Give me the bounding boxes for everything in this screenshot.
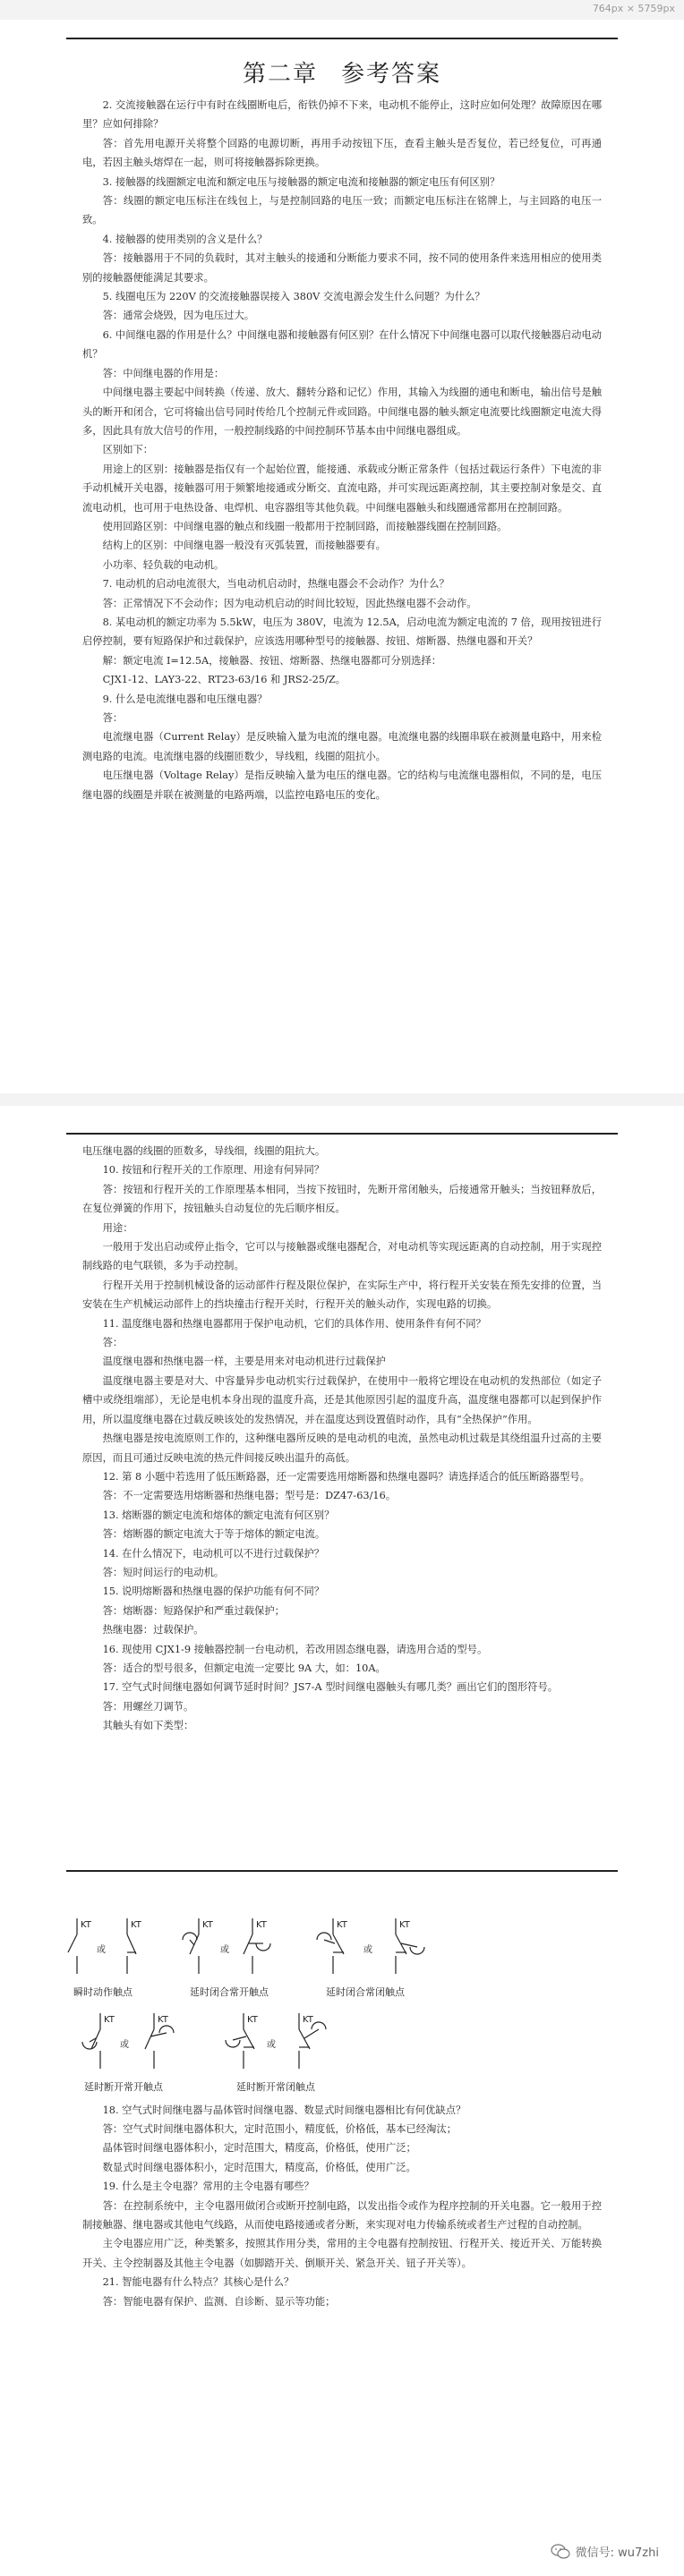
label-instant-contacts: 瞬时动作触点 [73,1985,133,1998]
text-line: 答：空气式时间继电器体积大，定时范围小，精度低，价格低，基本已经淘汰； [102,2123,457,2135]
text-line: 17. 空气式时间继电器如何调节延时时间？JS7-A 型时间继电器触头有哪几类？画出它们的图形符号。 [102,1681,559,1694]
text-line: 答：智能电器有保护、监测、自诊断、显示等功能； [102,2295,336,2308]
chapter-title [82,55,602,89]
kt-label: KT [399,1919,410,1930]
text-line: 答：用螺丝刀调节。 [102,1700,194,1713]
kt-label: KT [202,1919,213,1930]
text-line: 14. 在什么情况下，电动机可以不进行过载保护？ [102,1547,325,1560]
text-line: 热继电器：过载保护。 [102,1624,204,1637]
or-label: 或 [363,1944,372,1955]
kt-label: KT [158,2014,168,2025]
document-page-2 [0,1106,684,2576]
text-line: 一般用于发出启动或停止指令，它可以与接触器或继电器配合，对电动机等实现远距离的自动控制，用于实现控制线路的电气联锁，多为手动控制。 [82,1241,602,1272]
or-label: 或 [267,2039,276,2050]
text-line: CJX1-12、LAY3-22、RT23-63/16 和 JRS2-25/Z。 [102,674,346,686]
page-2-body-lower [82,2101,602,2311]
text-line: 18. 空气式时间继电器与晶体管时间继电器、数显式时间继电器相比有何优缺点？ [102,2104,466,2116]
text-line: 11. 温度继电器和热继电器都用于保护电动机，它们的具体作用、使用条件有何不同？ [102,1317,486,1330]
text-line: 答：正常情况下不会动作；因为电动机启动的时间比较短，因此热继电器不会动作。 [102,597,477,609]
text-line: 答：接触器用于不同的负载时，其对主触头的接通和分断能力要求不同，按不同的使用条件来选用相应的使用类别的接触器便能满足其要求。 [82,252,602,284]
wechat-watermark [551,2543,659,2560]
text-line: 15. 说明熔断器和热继电器的保护功能有何不同？ [102,1586,325,1598]
text-line: 5. 线圈电压为 220V 的交流接触器误接入 380V 交流电源会发生什么问题？为什么？ [102,291,485,303]
kt-label: KT [256,1919,267,1930]
text-line: 答： [102,1337,124,1349]
document-page-1 [0,20,684,1093]
text-line: 行程开关用于控制机械设备的运动部件行程及限位保护，在实际生产中，将行程开关安装在预先安排的位置，当安装在生产机械运动部件上的挡块撞击行程开关时，行程开关的触头动作，实现电路的切换。 [82,1279,602,1311]
text-line: 电流继电器（Current Relay）是反映输入量为电流的继电器。电流继电器的线圈串联在被测量电路中，用来检测电路的电流。电流继电器的线圈匝数少，导线粗，线圈的阻抗小。 [82,731,602,762]
text-line: 数显式时间继电器体积小，定时范围大，精度高，价格低，使用广泛。 [102,2161,416,2173]
text-line: 10. 按钮和行程开关的工作原理、用途有何异同？ [102,1164,325,1177]
text-line: 答：熔断器的额定电流大于等于熔体的额定电流。 [102,1528,326,1541]
kt-label: KT [104,2014,115,2025]
top-rule [66,38,618,39]
text-line: 答：熔断器：短路保护和严重过载保护； [102,1604,285,1617]
text-line: 区别如下： [102,444,154,456]
text-line: 13. 熔断器的额定电流和熔体的额定电流有何区别？ [102,1509,335,1521]
instant-contact-no-symbol [68,1918,77,1974]
chapter-number: 第二章 [242,61,318,88]
kt-label: KT [303,2014,313,2025]
text-line: 解：额定电流 I=12.5A，接触器、按钮、熔断器、热继电器都可分别选择： [102,654,442,667]
text-line: 电压继电器的线圈的匝数多，导线细，线圈的阻抗大。 [82,1145,326,1157]
text-line: 4. 接触器的使用类别的含义是什么？ [102,233,268,245]
text-line: 晶体管时间继电器体积小，定时范围大，精度高，价格低，使用广泛； [102,2142,416,2155]
text-line: 答：适合的型号很多，但额定电流一定要比 9A 大，如：10A。 [102,1662,386,1674]
text-line: 答：不一定需要选用熔断器和热继电器；型号是：DZ47-63/16。 [102,1490,397,1502]
chapter-heading: 参考答案 [341,61,442,88]
text-line: 用途： [102,1221,133,1234]
section-rule [66,1870,618,1872]
text-line: 答：短时间运行的电动机。 [102,1566,225,1578]
or-label: 或 [97,1944,106,1955]
contact-symbols-diagram [64,1888,620,2096]
text-line: 答：在控制系统中，主令电器用做闭合或断开控制电路，以发出指令或作为程序控制的开关电器。它一般用于控制接触器、继电器或其他电气线路，从而使电路接通或者分断，来实现对电力传输系统或者生产过程的自动控制。 [82,2199,602,2232]
label-delay-close-nc: 延时闭合常闭触点 [326,1985,405,1998]
text-line: 16. 现使用 CJX1-9 接触器控制一台电动机，若改用固态继电器，请选用合适的型号。 [102,1643,488,1655]
text-line: 6. 中间继电器的作用是什么？中间继电器和接触器有何区别？在什么情况下中间继电器可以取代接触器启动电动机？ [82,328,602,361]
delay-open-no-symbol-a [82,2013,100,2069]
text-line: 温度继电器主要是对大、中容量异步电动机实行过载保护，在使用中一般将它埋设在电动机的发热部位（如定子槽中或绕组端部），无论是电机本身出现的温度升高，还是其他原因引起的温度升高，温度继电器都可以起到保护作用，所以温度继电器在过载反映该处的发热情况，并在温度达到设置值时动作，具有“全热保护”作用。 [82,1374,602,1425]
text-line: 7. 电动机的启动电流很大，当电动机启动时，热继电器会不会动作？为什么？ [102,578,449,591]
text-line: 答：按钮和行程开关的工作原理基本相同，当按下按钮时，先断开常闭触头，后接通常开触头；当按钮释放后，在复位弹簧的作用下，按钮触头自动复位的先后顺序相反。 [82,1183,602,1215]
text-line: 使用回路区别：中间继电器的触点和线圈一般都用于控制回路，而接触器线圈在控制回路。 [102,520,508,532]
text-line: 主令电器应用广泛，种类繁多，按照其作用分类，常用的主令电器有控制按钮、行程开关、接近开关、万能转换开关、主令控制器及其他主令电器（如脚踏开关、倒顺开关、紧急开关、钮子开关等）。 [82,2238,602,2269]
text-line: 答：线圈的额定电压标注在线包上，与是控制回路的电压一致；而额定电压标注在铭牌上，与主回路的电压一致。 [82,195,602,226]
text-line: 答：中间继电器的作用是： [102,367,225,379]
text-line: 3. 接触器的线圈额定电流和额定电压与接触器的额定电流和接触器的额定电压有何区别？ [102,175,500,188]
text-line: 热继电器是按电流原则工作的，这种继电器所反映的是电动机的电流，虽然电动机过载是其绕组温升过高的主要原因，而且可通过反映电流的热元件间接反映出温升的高低。 [82,1433,602,1464]
or-label: 或 [220,1944,229,1955]
text-line: 结构上的区别：中间继电器一般没有灭弧装置，而接触器要有。 [102,540,386,552]
text-line: 答： [102,712,124,724]
page-1-body [82,96,602,804]
text-line: 12. 第 8 小题中若选用了低压断路器，还一定需要选用熔断器和热继电器吗？请选择适合的低压断路器型号。 [102,1470,590,1483]
kt-label: KT [247,2014,258,2025]
text-line: 8. 某电动机的额定功率为 5.5kW，电压为 380V，电流为 12.5A，启动电流为额定电流的 7 倍，现用按钮进行启停控制，要有短路保护和过载保护，应该选用哪种型号的接触器、按钮、熔断器、热继电器和开关？ [82,616,602,648]
watermark-text: 微信号: wu7zhi [575,2546,659,2560]
text-line: 19. 什么是主令电器？常用的主令电器有哪些？ [102,2181,314,2193]
page-2-body-upper [82,1142,602,1736]
text-line: 2. 交流接触器在运行中有时在线圈断电后，衔铁仍掉不下来，电动机不能停止，这时应如何处理？故障原因在哪里？应如何排除？ [82,99,602,131]
text-line: 电压继电器（Voltage Relay）是指反映输入量为电压的继电器。它的结构与电流继电器相似，不同的是，电压继电器的线圈是并联在被测量的电路两端，以监控电路电压的变化。 [82,769,602,801]
wechat-icon [551,2544,570,2560]
label-delay-open-nc: 延时断开常闭触点 [236,2080,315,2093]
kt-label: KT [131,1919,141,1930]
text-line: 答：通常会烧毁，因为电压过大。 [102,310,255,322]
text-line: 答：首先用电源开关将整个回路的电源切断，再用手动按钮下压，查看主触头是否复位，若已经复位，可再通电，若因主触头熔焊在一起，则可将接触器拆除更换。 [82,137,602,169]
text-line: 中间继电器主要起中间转换（传递、放大、翻转分路和记忆）作用，其输入为线圈的通电和断电，输出信号是触头的断开和闭合，它可将输出信号同时传给几个控制元件或回路。中间继电器的触头额定电流要比线圈额定电流大得多，因此具有放大信号的作用，一般控制线路的中间控制环节基本由中间继电器组成。 [82,387,602,437]
label-delay-close-no: 延时闭合常开触点 [190,1985,269,1998]
text-line: 用途上的区别：接触器是指仅有一个起始位置，能接通、承载或分断正常条件（包括过载运行条件）下电流的非手动机械开关电器，接触器可用于频繁地接通或分断交、直流电路，并可实现远距离控制，其主要控制对象是交、直流电动机，也可用于电热设备、电焊机、电容器组等其他负载。中间继电器触头和线圈通常都用在控制回路。 [82,463,602,514]
text-line: 9. 什么是电流继电器和电压继电器？ [102,693,268,705]
text-line: 其触头有如下类型： [102,1720,194,1732]
text-line: 温度继电器和热继电器一样，主要是用来对电动机进行过载保护 [102,1356,386,1368]
label-delay-open-no: 延时断开常开触点 [84,2080,163,2093]
delay-close-no-symbol-a [183,1918,199,1974]
kt-label: KT [337,1919,347,1930]
text-line: 21. 智能电器有什么特点？其核心是什么？ [102,2276,295,2289]
kt-label: KT [81,1919,91,1930]
text-line: 小功率、轻负载的电动机。 [102,558,225,571]
or-label: 或 [120,2039,129,2050]
image-dimensions: 764px × 5759px [592,3,675,14]
